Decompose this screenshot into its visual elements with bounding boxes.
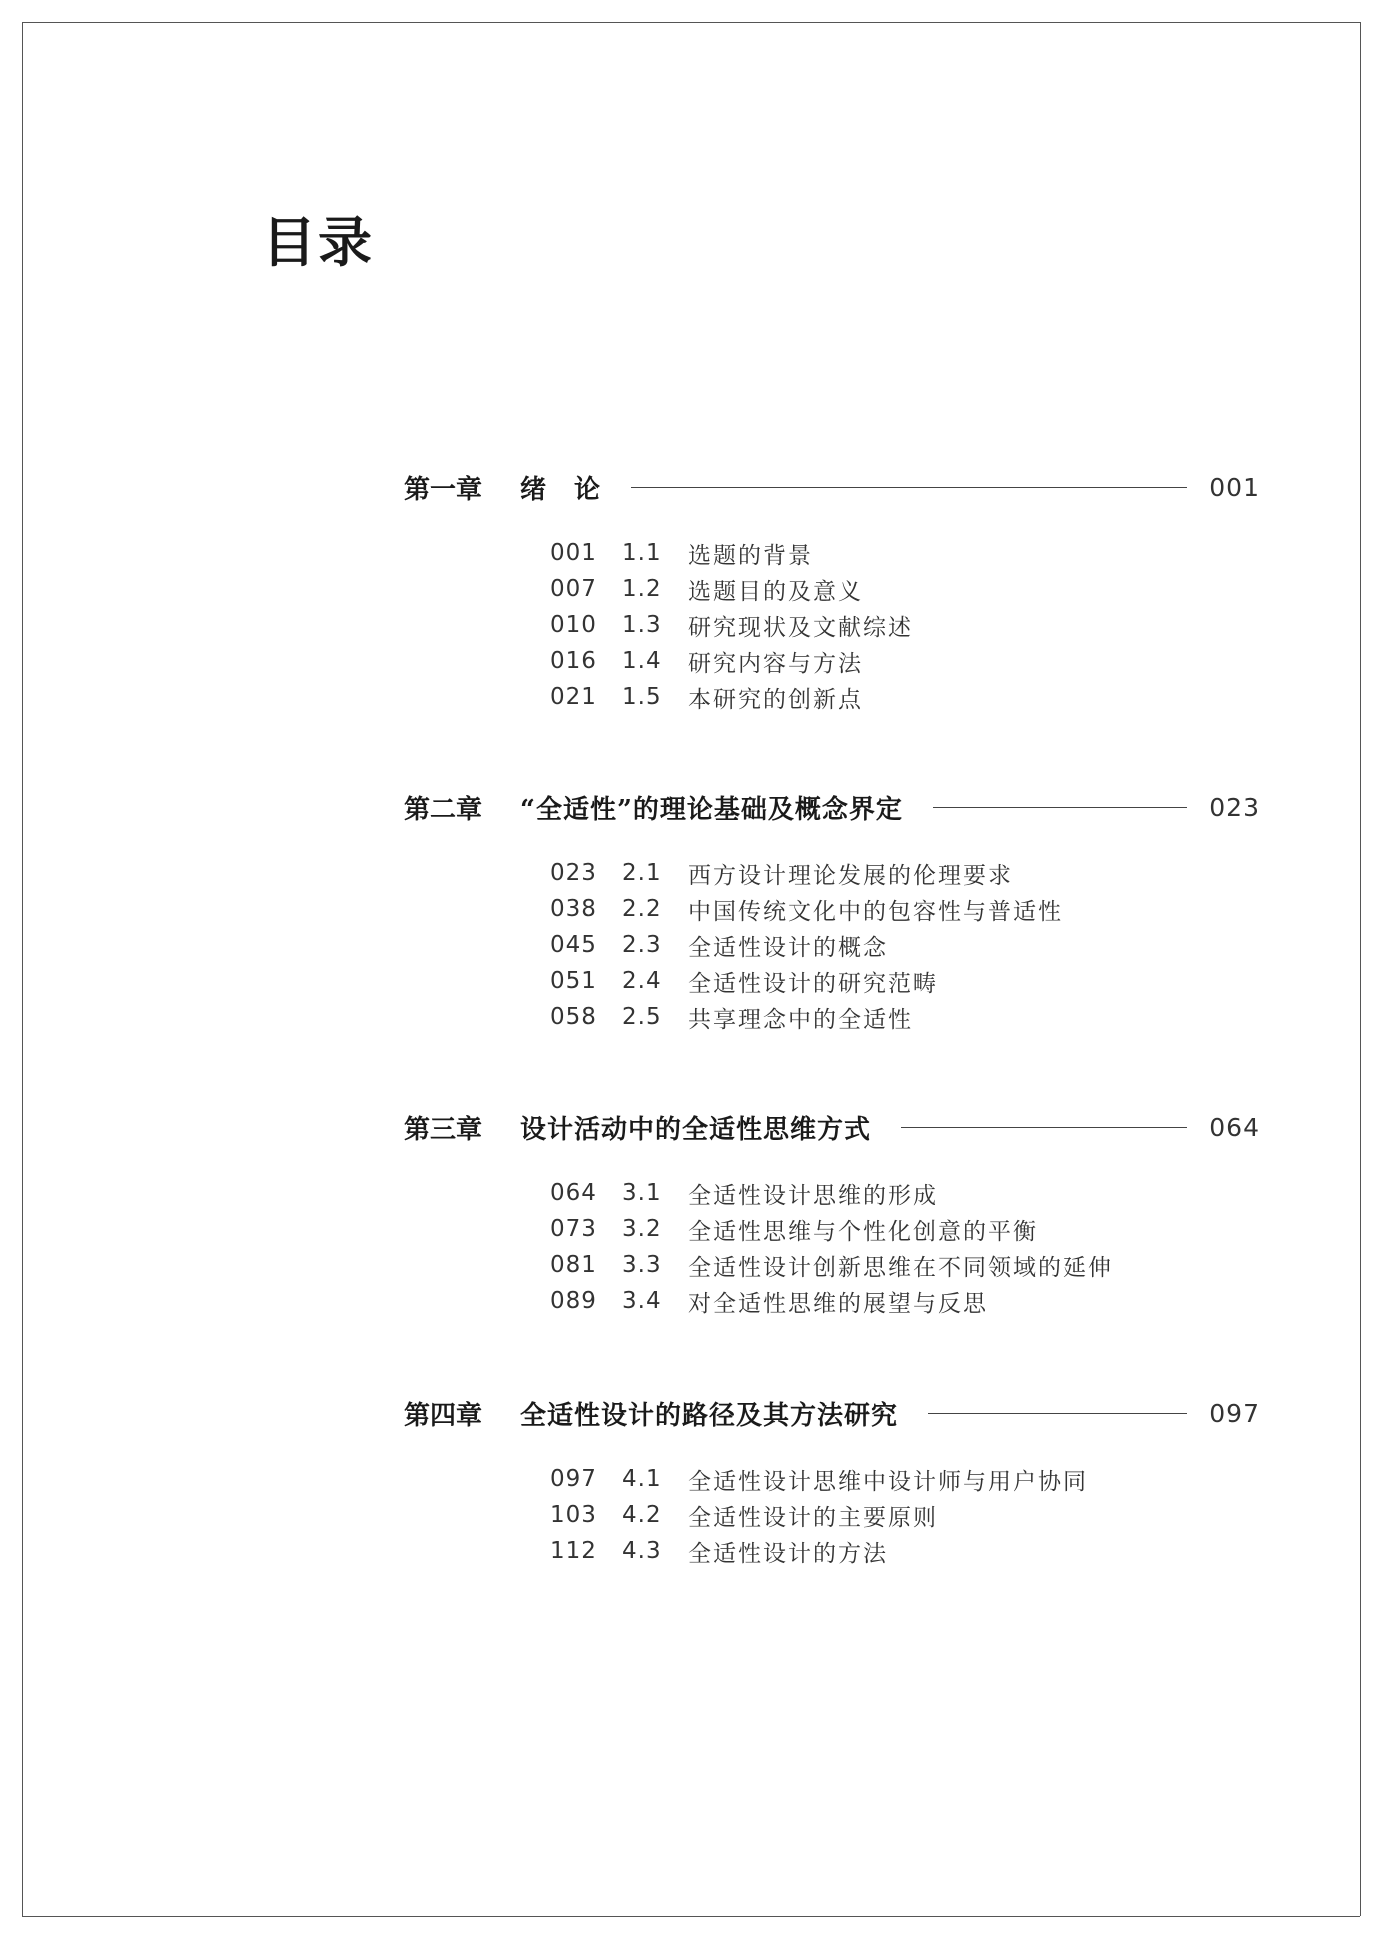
section-number: 1.3 [622,612,662,638]
section-number: 2.5 [622,1004,662,1030]
leader-line [901,1127,1187,1128]
section-page-number: 021 [550,684,597,710]
chapter-3 [404,1107,1260,1319]
chapter-4 [404,1393,1260,1569]
chapter-page-number: 001 [1209,472,1260,502]
section-title: 全适性设计的研究范畴 [688,970,938,997]
section-number: 1.2 [622,576,662,602]
section-number: 4.2 [622,1502,662,1528]
section-number: 1.1 [622,540,662,566]
section-number: 4.1 [622,1466,662,1492]
chapter-label: 第二章 [404,794,483,825]
section-list [404,1175,1260,1319]
section-title: 研究现状及文献综述 [688,614,913,641]
section-page-number: 103 [550,1502,597,1528]
chapter-heading[interactable] [404,1393,1260,1433]
section-page-number: 023 [550,860,597,886]
section-number: 1.5 [622,684,662,710]
section-entry[interactable] [550,607,1260,643]
section-number: 2.1 [622,860,662,886]
section-page-number: 016 [550,648,597,674]
chapter-title: 绪 论 [520,474,602,505]
section-page-number: 045 [550,932,597,958]
section-page-number: 058 [550,1004,597,1030]
section-entry[interactable] [550,1533,1260,1569]
section-page-number: 089 [550,1288,597,1314]
chapter-label: 第三章 [404,1114,483,1145]
section-entry[interactable] [550,927,1260,963]
section-number: 3.1 [622,1180,662,1206]
section-title: 全适性设计思维的形成 [688,1182,938,1209]
section-number: 2.4 [622,968,662,994]
section-entry[interactable] [550,1175,1260,1211]
chapter-label: 第四章 [404,1400,483,1431]
section-page-number: 073 [550,1216,597,1242]
section-number: 2.2 [622,896,662,922]
section-page-number: 097 [550,1466,597,1492]
section-title: 对全适性思维的展望与反思 [688,1290,988,1317]
chapter-title: 全适性设计的路径及其方法研究 [520,1400,899,1431]
frame-left-border [22,22,23,1916]
section-title: 选题目的及意义 [688,578,863,605]
section-entry[interactable] [550,1497,1260,1533]
section-entry[interactable] [550,1461,1260,1497]
section-title: 全适性思维与个性化创意的平衡 [688,1218,1038,1245]
leader-line [631,487,1187,488]
section-title: 全适性设计的方法 [688,1540,888,1567]
section-entry[interactable] [550,679,1260,715]
section-title: 西方设计理论发展的伦理要求 [688,862,1013,889]
section-entry[interactable] [550,1283,1260,1319]
frame-bottom-border [22,1916,1360,1917]
section-entry[interactable] [550,891,1260,927]
chapter-title: “全适性”的理论基础及概念界定 [520,794,903,825]
frame-right-border [1360,22,1361,1916]
section-page-number: 112 [550,1538,597,1564]
section-title: 中国传统文化中的包容性与普适性 [688,898,1063,925]
section-page-number: 007 [550,576,597,602]
chapter-heading[interactable] [404,1107,1260,1147]
chapter-2 [404,787,1260,1035]
section-title: 研究内容与方法 [688,650,863,677]
section-title: 全适性设计的概念 [688,934,888,961]
frame-top-border [22,22,1360,23]
section-entry[interactable] [550,643,1260,679]
section-title: 全适性设计的主要原则 [688,1504,938,1531]
section-list [404,855,1260,1035]
section-title: 全适性设计思维中设计师与用户协同 [688,1468,1088,1495]
section-number: 4.3 [622,1538,662,1564]
section-entry[interactable] [550,999,1260,1035]
section-title: 本研究的创新点 [688,686,863,713]
chapter-title: 设计活动中的全适性思维方式 [520,1114,872,1145]
section-number: 3.2 [622,1216,662,1242]
section-entry[interactable] [550,1247,1260,1283]
section-title: 全适性设计创新思维在不同领域的延伸 [688,1254,1113,1281]
chapter-label: 第一章 [404,474,483,505]
section-page-number: 064 [550,1180,597,1206]
leader-line [933,807,1187,808]
section-entry[interactable] [550,571,1260,607]
section-page-number: 081 [550,1252,597,1278]
section-number: 1.4 [622,648,662,674]
section-entry[interactable] [550,855,1260,891]
section-number: 2.3 [622,932,662,958]
leader-line [928,1413,1187,1414]
chapter-1 [404,467,1260,715]
section-entry[interactable] [550,1211,1260,1247]
section-number: 3.3 [622,1252,662,1278]
section-number: 3.4 [622,1288,662,1314]
section-list [404,1461,1260,1569]
section-title: 共享理念中的全适性 [688,1006,913,1033]
chapter-page-number: 023 [1209,792,1260,822]
section-page-number: 051 [550,968,597,994]
chapter-heading[interactable] [404,787,1260,827]
section-list [404,535,1260,715]
section-page-number: 010 [550,612,597,638]
section-entry[interactable] [550,535,1260,571]
section-page-number: 001 [550,540,597,566]
chapter-page-number: 097 [1209,1398,1260,1428]
chapter-page-number: 064 [1209,1112,1260,1142]
section-title: 选题的背景 [688,542,813,569]
section-entry[interactable] [550,963,1260,999]
chapter-heading[interactable] [404,467,1260,507]
page-title: 目录 [262,210,374,274]
section-page-number: 038 [550,896,597,922]
